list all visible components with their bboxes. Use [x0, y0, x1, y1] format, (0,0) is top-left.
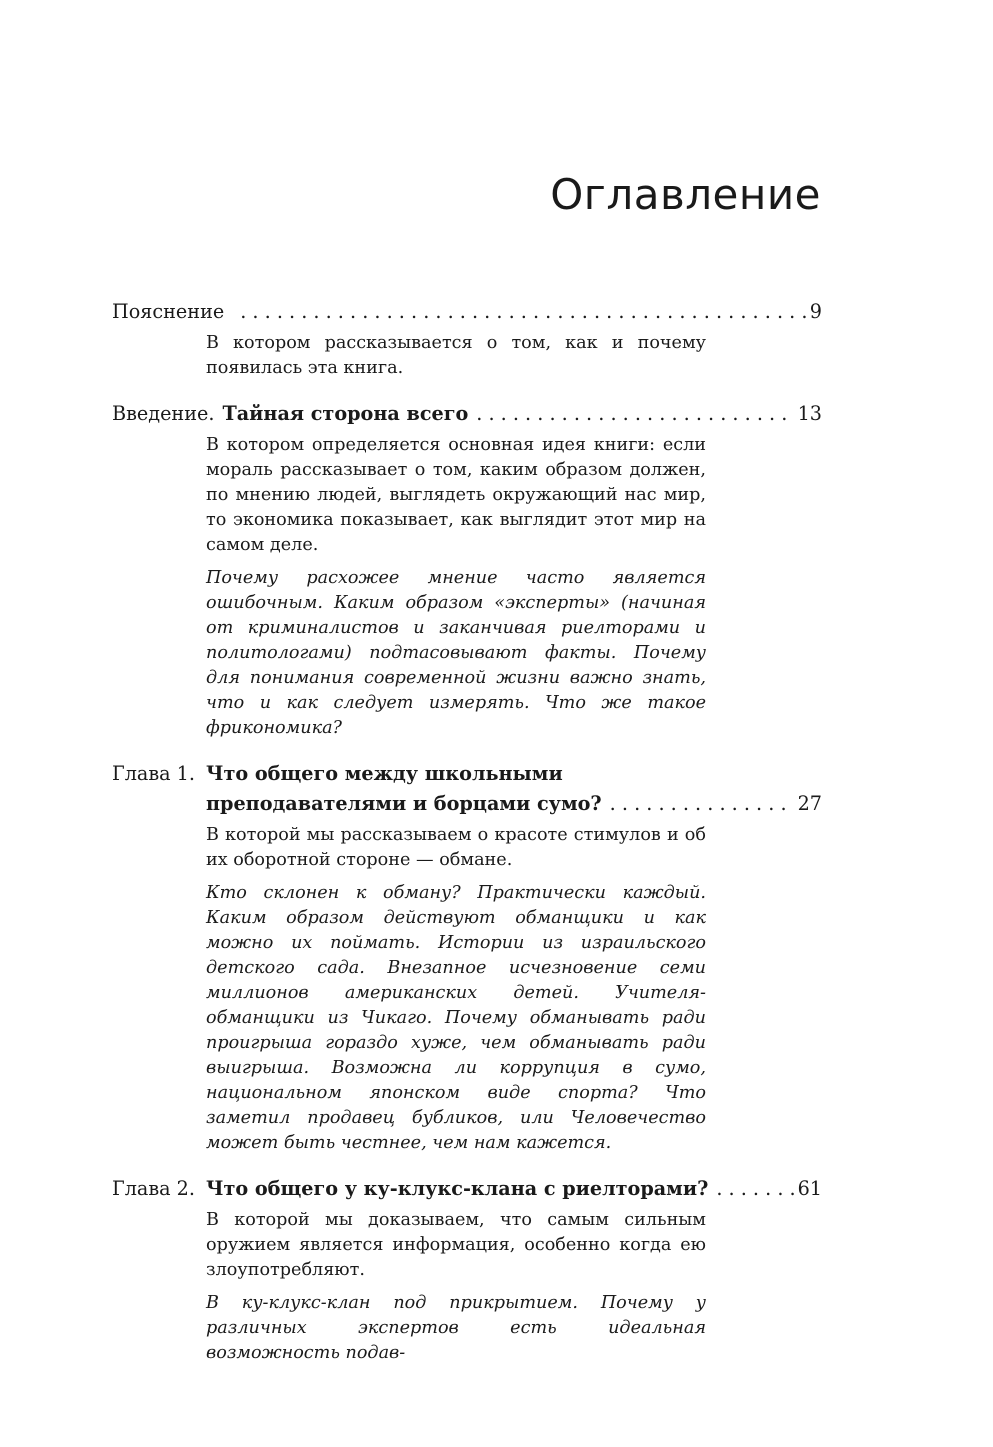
toc-entry-heading[interactable] — [112, 297, 822, 327]
toc-entry-title: Тайная сторона всего — [222, 402, 469, 425]
toc-entry-description: В котором рассказывается о том, как и почему появилась эта книга. — [206, 333, 706, 378]
toc-entry-heading[interactable] — [112, 399, 822, 429]
toc-entry-chapter-2 — [112, 1174, 822, 1366]
toc-entry-description: В которой мы рассказываем о красоте стимулов и об их оборотной стороне — обмане. — [206, 825, 706, 870]
toc-page-number: 9 — [809, 300, 822, 323]
toc-entry-prefix: Введение. — [112, 402, 215, 425]
dot-leader — [240, 297, 806, 327]
toc-entry-introduction — [112, 399, 822, 741]
toc-entry-title: Что общего у ку-клукс-клана с риелторами? — [206, 1177, 709, 1200]
dot-leader — [610, 789, 794, 819]
toc-entry-summary: Кто склонен к обману? Практически каждый. Каким образом действуют обманщики и как можно их поймать. Истории из израильского детского сада. Внезапное исчезновение семи миллионов американских детей. Учителя-обманщики из Чикаго. Почему обманывать ради проигрыша гораздо хуже, чем обманывать ради выигрыша. Возможна ли коррупция в сумо, национальном японском виде спорта? Что заметил продавец бубликов, или Человечество может быть честнее, чем нам кажется. — [206, 883, 706, 1153]
toc-entry-preface — [112, 297, 822, 381]
toc-page-number: 13 — [797, 402, 822, 425]
toc-entry-title-line-2: преподавателями и борцами сумо? — [206, 792, 602, 815]
toc-entry-prefix: Пояснение — [112, 300, 225, 323]
toc-entry-heading[interactable] — [112, 1174, 822, 1204]
toc-entry-chapter-1 — [112, 759, 822, 1156]
toc-entry-description: В котором определяется основная идея книги: если мораль рассказывает о том, каким образом должен, по мнению людей, выглядеть окружающий нас мир, то экономика показывает, как выглядит этот мир на самом деле. — [206, 435, 706, 555]
toc-entry-prefix: Глава 1. — [112, 762, 195, 785]
toc-entry-title-line-1: Что общего между школьными — [206, 762, 563, 785]
toc-page-number: 61 — [797, 1177, 822, 1200]
toc-entry-summary: В ку-клукс-клан под прикрытием. Почему у различных экспертов есть идеальная возможность подав- — [206, 1293, 706, 1363]
dot-leader — [476, 399, 793, 429]
table-of-contents — [112, 297, 822, 1384]
toc-entry-heading[interactable] — [112, 759, 822, 819]
dot-leader — [716, 1174, 793, 1204]
toc-entry-prefix: Глава 2. — [112, 1177, 195, 1200]
toc-entry-description: В которой мы доказываем, что самым сильным оружием является информация, особенно когда ею злоупотребляют. — [206, 1210, 706, 1280]
toc-page-number: 27 — [797, 792, 822, 815]
toc-entry-summary: Почему расхожее мнение часто является ошибочным. Каким образом «эксперты» (начиная от криминалистов и заканчивая риелторами и политологами) подтасовывают факты. Почему для понимания современной жизни важно знать, что и как следует измерять. Что же такое фрикономика? — [206, 568, 706, 738]
page-title: Оглавление — [550, 170, 821, 219]
